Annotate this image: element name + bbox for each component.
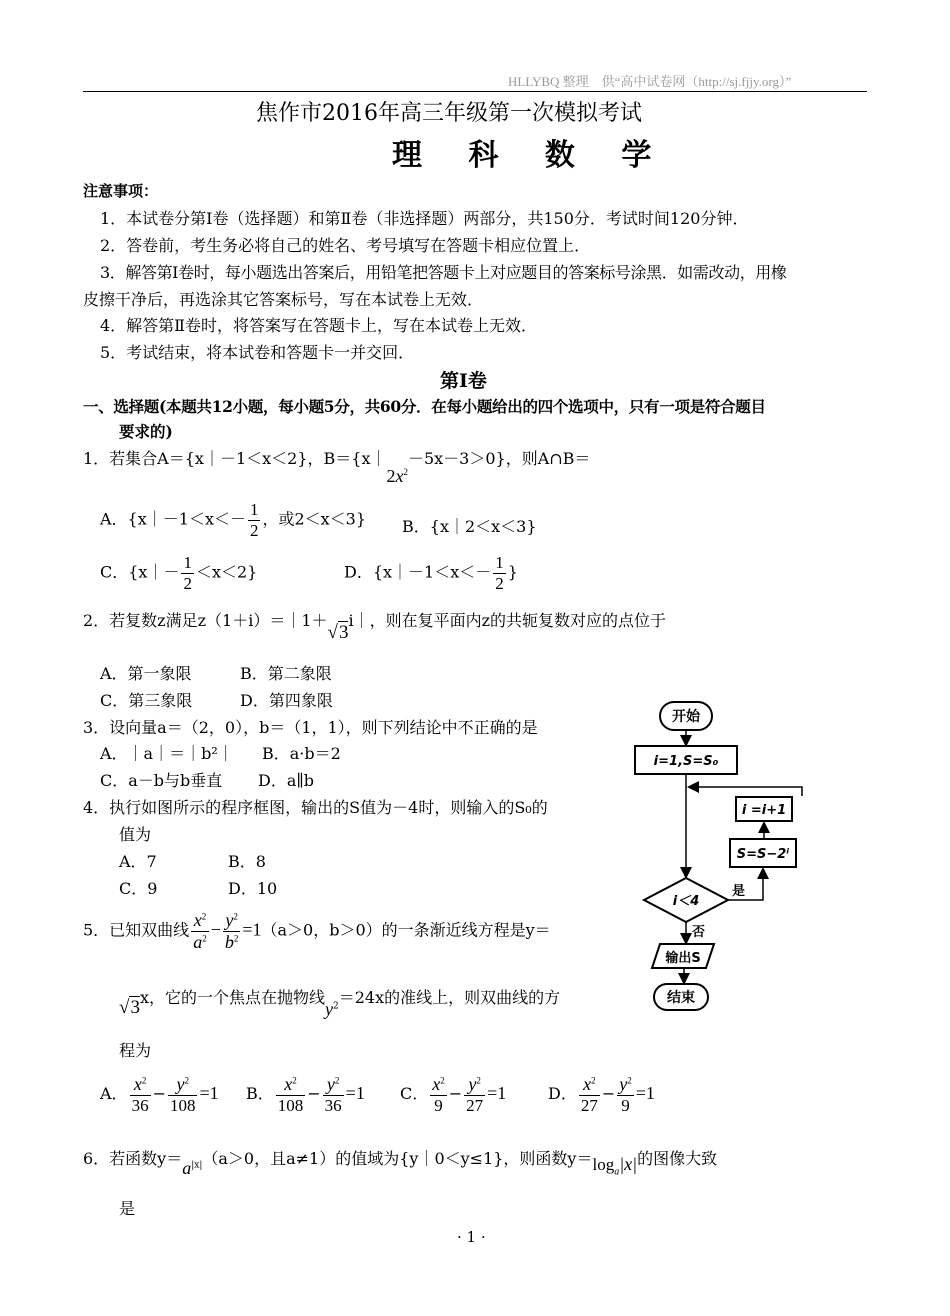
flow-output-label: 输出S [665,951,701,966]
q2-option-a: A．第一象限 [100,664,192,683]
q1-stem: 1．若集合A＝{x｜－1＜x＜2}，$B=\{x|2x^2-5x-3>0\}$，则A∩B＝ [83,449,591,486]
exam-title: 焦作市2016年高三年级第一次模拟考试 [256,101,642,126]
q5-option-c: C． $\frac{x^2}{9}$ − $\frac{y^2}{27}$ =1 [400,1074,507,1115]
q1-option-a: A．{x｜－1＜x＜－ $\frac{1}{2}$ ，或2＜x＜3} [100,500,367,540]
q3-option-c: C．a－b与b垂直 [100,771,223,790]
q1-option-b: B．{x｜2＜x＜3} [402,517,537,536]
flow-no-label: 否 [692,925,706,940]
notice-item-4: 4．解答第Ⅱ卷时，将答案写在答题卡上，写在本试卷上无效． [100,316,538,335]
flow-update-label: S=S−2ⁱ [736,847,790,862]
flow-yes-label: 是 [732,884,746,899]
q5-option-a: A． $\frac{x^2}{36}$ − $\frac{y^2}{108}$ =1 [100,1074,219,1115]
q4-option-b: B．8 [228,852,266,871]
section-heading-cont: 要求的) [119,422,173,441]
q2-option-b: B．第二象限 [240,664,332,683]
q4-option-c: C．9 [119,879,158,898]
flow-condition-label: i＜4 [672,894,700,909]
q1-option-c: C．{x｜－ $\frac{1}{2}$ ＜x＜2} [100,553,258,593]
notice-item-3-cont: 皮擦干净后，再选涂其它答案标号，写在本试卷上无效． [83,290,484,309]
q3-option-a: A．｜a｜＝｜b²｜ [100,744,234,763]
q3-option-d: D．a∥b [258,771,315,790]
flow-init-label: i=1,S=S₀ [653,754,719,769]
flow-start-label: 开始 [672,709,700,725]
q4-stem: 4．执行如图所示的程序框图，输出的S值为－4时，则输入的S₀的 [83,798,548,817]
q5-option-d: D． $\frac{x^2}{27}$ − $\frac{y^2}{9}$ =1 [548,1074,655,1115]
notice-item-3: 3．解答第Ⅰ卷时，每小题选出答案后，用铅笔把答题卡上对应题目的答案标号涂黑．如需改动，用橡 [100,263,787,282]
q3-option-b: B．a·b＝2 [262,744,341,763]
q5-stem-line2: √3x，它的一个焦点在抛物线$y^2=24x$的准线上，则双曲线的方 [119,988,561,1019]
q3-stem: 3．设向量a＝（2，0），b＝（1，1），则下列结论中不正确的是 [83,718,538,737]
header-rule [83,91,867,92]
source-note: HLLYBQ 整理 供“高中试卷网（http://sj.fjjy.org）” [508,74,792,89]
section-heading: 一、选择题(本题共12小题，每小题5分，共60分．在每小题给出的四个选项中，只有一项是符合题目 [83,397,766,416]
q4-option-a: A．7 [119,852,157,871]
flow-increment-label: i =i+1 [741,803,787,818]
subject-title: 理 科 数 学 [392,138,670,173]
program-flowchart [630,698,810,1018]
notice-item-2: 2．答卷前，考生务必将自己的姓名、考号填写在答题卡相应位置上． [100,236,591,255]
page-number: · 1 · [457,1228,486,1246]
q6-stem-line2: 是 [119,1199,136,1218]
volume-title: 第Ⅰ卷 [440,370,487,392]
q1-option-d: D．{x｜－1＜x＜－ $\frac{1}{2}$ } [344,553,518,593]
q2-stem: 2．若复数z满足z（1＋i）＝｜1＋√3i｜，则在复平面内z的共轭复数对应的点位于 [83,611,667,643]
notice-item-5: 5．考试结束，将本试卷和答题卡一并交回． [100,343,415,362]
q5-stem: 5．已知双曲线 $\frac{x^2}{a^2}$ − $\frac{y^2}{b^2}$ =1（a＞0，b＞0）的一条渐近线方程是y＝ [83,910,551,952]
notice-heading: 注意事项： [83,182,159,200]
q2-option-d: D．第四象限 [240,691,333,710]
q6-stem: 6．若函数$y=a^{|x|}(a>0$，且a≠1）的值域为{y｜0＜y≤1}，则函数$y=\log_a|x|$的图像大致 [83,1149,718,1178]
q2-option-c: C．第三象限 [100,691,193,710]
q5-option-b: B． $\frac{x^2}{108}$ − $\frac{y^2}{36}$ =1 [246,1074,365,1115]
q4-option-d: D．10 [228,879,278,898]
flow-end-label: 结束 [667,990,695,1006]
notice-item-1: 1．本试卷分第Ⅰ卷（选择题）和第Ⅱ卷（非选择题）两部分，共150分．考试时间120分钟． [100,209,749,228]
q4-stem-cont: 值为 [119,825,152,844]
q5-stem-line3: 程为 [119,1041,152,1060]
